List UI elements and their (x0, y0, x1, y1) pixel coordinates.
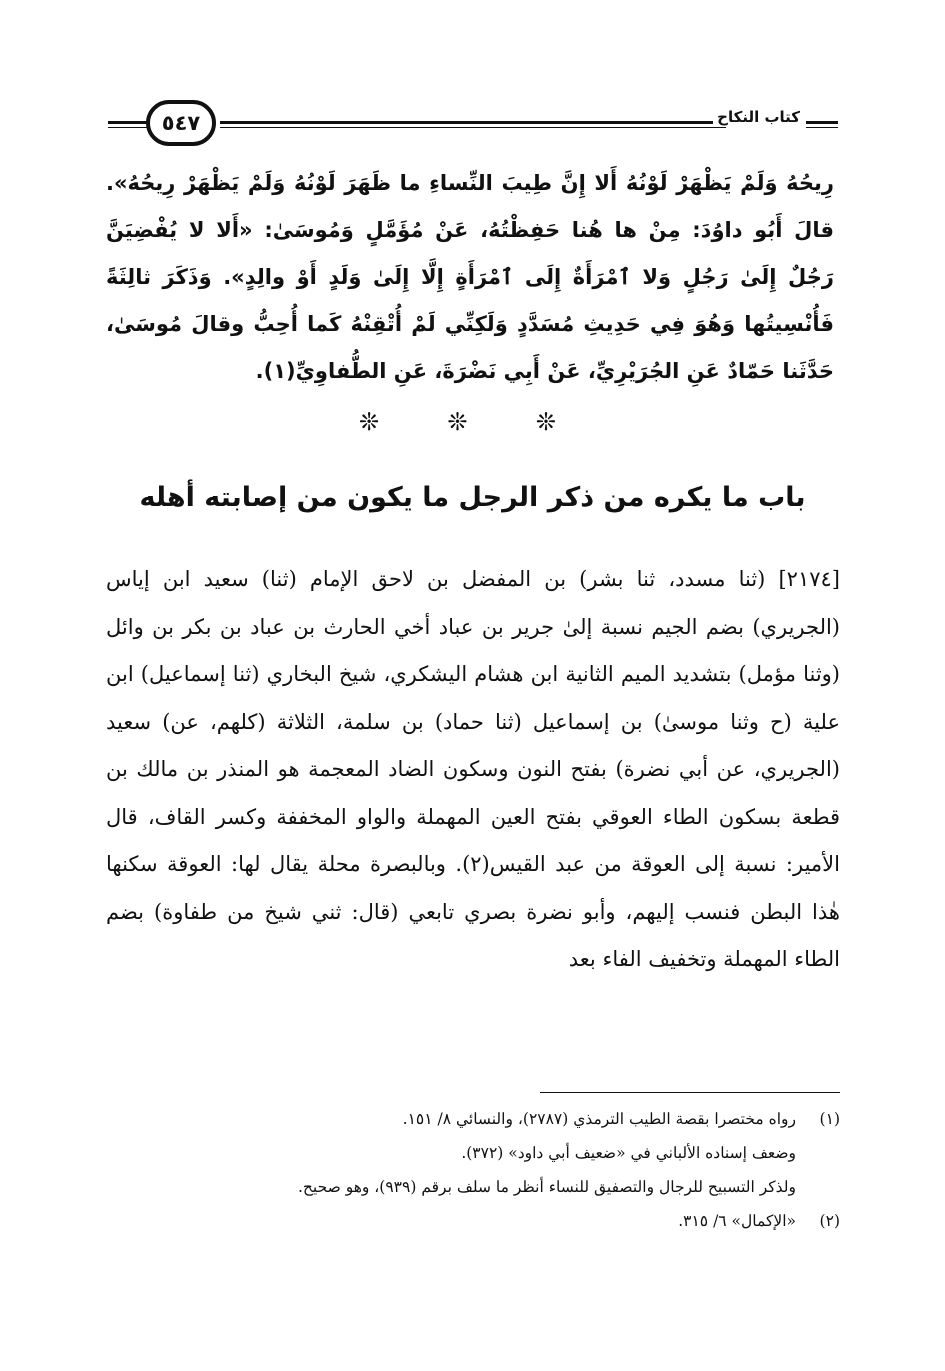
footnote-text: ولذكر التسبيح للرجال والتصفيق للنساء أنظر ما سلف برقم (٩٣٩)، وهو صحيح. (298, 1178, 796, 1196)
footnote-number: (١) (819, 1110, 840, 1128)
footnote (106, 1102, 840, 1136)
footnote-number (796, 1170, 840, 1204)
footnotes (106, 1102, 840, 1238)
hadith-text: رِيحُهُ وَلَمْ يَظْهَرْ لَوْنُهُ أَلا إِنَّ طِيبَ النِّساءِ ما ظَهَرَ لَوْنُهُ وَلَمْ يَظْهَرْ رِيحُهُ». قالَ أَبُو داوُدَ: مِنْ ها هُنا حَفِظْتُهُ، عَنْ مُؤَمَّلٍ وَمُوسَىٰ: «أَلا لا يُفْضِيَنَّ رَجُلٌ إِلَىٰ رَجُلٍ وَلا ٱمْرَأَةٌ إِلَى ٱمْرَأَةٍ إِلَّا إِلَىٰ وَلَدٍ أَوْ والِدٍ». وَذَكَرَ ثالِثَةً فَأُنْسِيتُها وَهُوَ فِي حَدِيثِ مُسَدَّدٍ وَلَكِنِّي لَمْ أُتْقِنْهُ كَما أُحِبُّ وقالَ مُوسَىٰ، حَدَّثَنا حَمّادٌ عَنِ الجُرَيْرِيِّ، عَنْ أَبِي نَضْرَةَ، عَنِ الطُّفاوِيِّ(١). (106, 171, 834, 383)
footnote-text: وضعف إسناده الألباني في «ضعيف أبي داود» (٣٧٢). (461, 1144, 796, 1162)
header-rule (220, 121, 726, 124)
commentary-text: [٢١٧٤] (ثنا مسدد، ثنا بشر) بن المفضل بن لاحق الإمام (ثنا) سعيد ابن إياس (الجريري) بضم الجيم نسبة إلىٰ جرير بن عباد أخي الحارث بن عباد بن بكر بن وائل (وثنا مؤمل) بتشديد الميم الثانية ابن هشام اليشكري، شيخ البخاري (ثنا إسماعيل) ابن علية (ح وثنا موسىٰ) بن إسماعيل (ثنا حماد) بن سلمة، الثلاثة (كلهم، عن) سعيد (الجريري، عن أبي نضرة) بفتح النون وسكون الضاد المعجمة هو المنذر بن مالك بن قطعة بسكون الطاء العوقي بفتح العين المهملة والواو المخففة وكسر القاف، قال الأمير: نسبة إلى العوقة من عبد القيس(٢). وبالبصرة محلة يقال لها: العوقة سكنها هٰذا البطن فنسب إليهم، وأبو نضرة بصري تابعي (قال: ثني شيخ من طفاوة) بضم الطاء المهملة وتخفيف الفاء بعد (106, 567, 840, 971)
section-separator: ❊ ❊ ❊ (358, 408, 587, 436)
running-header (108, 96, 838, 156)
header-rule (220, 127, 726, 128)
footnote-divider (540, 1092, 840, 1093)
header-rule (108, 121, 148, 124)
header-rule (108, 127, 148, 128)
footnote (106, 1170, 840, 1204)
page-number: ٥٤٧ (146, 100, 216, 146)
footnote (106, 1136, 840, 1170)
header-rule (806, 127, 838, 128)
header-rule (806, 121, 838, 124)
book-title: كتاب النكاح (713, 108, 804, 126)
footnote-text: «الإكمال» ٦/ ٣١٥. (678, 1212, 796, 1230)
chapter-title: باب ما يكره من ذكر الرجل ما يكون من إصابته أهله (139, 482, 806, 513)
footnote-text: رواه مختصرا بقصة الطيب الترمذي (٢٧٨٧)، والنسائي ٨/ ١٥١. (402, 1110, 796, 1128)
footnote (106, 1204, 840, 1238)
footnote-number: (٢) (819, 1212, 840, 1230)
footnote-number (796, 1136, 840, 1170)
